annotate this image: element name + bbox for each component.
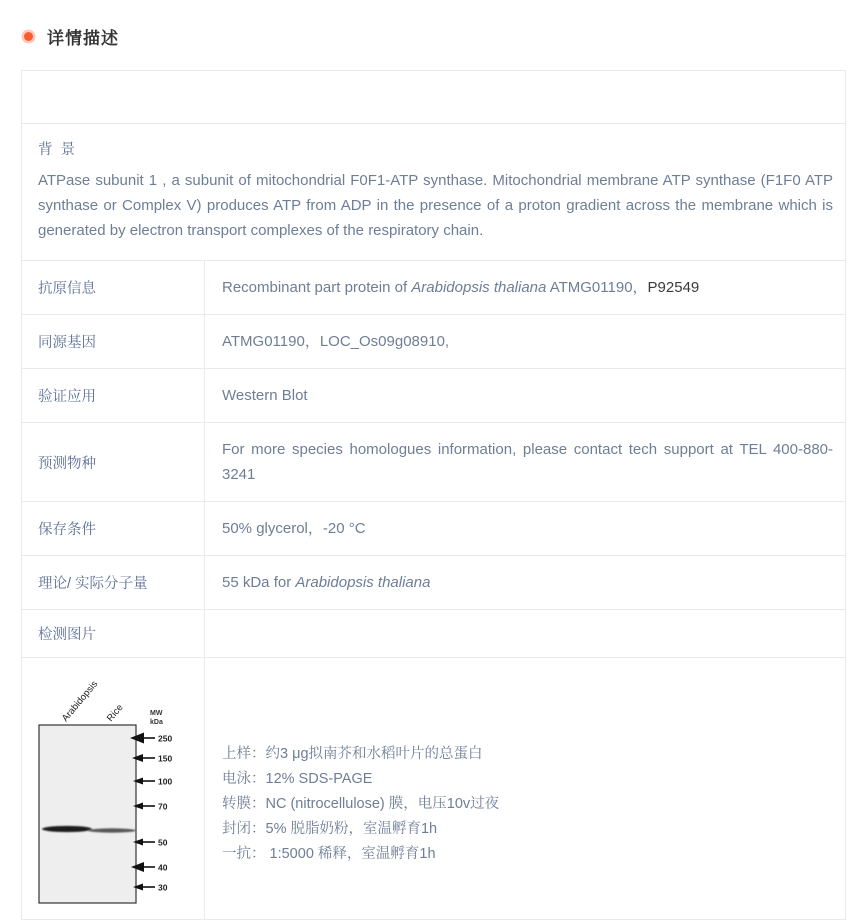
- table-row-background: [22, 123, 845, 260]
- table-row-species: [22, 422, 845, 501]
- table-row-storage: [22, 501, 845, 555]
- detection-images-value: [205, 610, 845, 657]
- table-row-western-blot: [22, 657, 845, 919]
- storage-label: 保存条件: [22, 502, 205, 555]
- storage-value: 50% glycerol，-20 °C: [222, 520, 366, 537]
- application-label: 验证应用: [22, 369, 205, 422]
- protocol-line-transfer: 转膜：NC (nitrocellulose) 膜，电压10v过夜: [222, 796, 500, 812]
- application-value: Western Blot: [222, 387, 308, 404]
- band-rice: [88, 828, 136, 832]
- mw-marker-30: 30: [158, 882, 168, 893]
- antigen-gene: ATMG01190，: [546, 279, 648, 296]
- lane-label-arabidopsis: Arabidopsis: [59, 678, 101, 724]
- mw-marker-50: 50: [158, 837, 168, 848]
- species-label: 预测物种: [22, 423, 205, 501]
- orange-bullet-icon: [24, 32, 33, 41]
- mw-species-italic: Arabidopsis thaliana: [295, 574, 431, 591]
- blot-protocol: [205, 658, 845, 919]
- antigen-value: [205, 261, 845, 314]
- section-header: [0, 0, 861, 49]
- table-row-molecular-weight: [22, 555, 845, 609]
- protocol-line-primary-antibody: 一抗： 1:5000 稀释，室温孵育1h: [222, 846, 436, 862]
- mw-label: 理论/ 实际分子量: [22, 556, 205, 609]
- mw-value: [205, 556, 845, 609]
- homolog-value: ATMG01190，LOC_Os09g08910,: [222, 333, 450, 350]
- mw-marker-40: 40: [158, 862, 168, 873]
- mw-header-line2: kDa: [150, 719, 163, 726]
- protocol-line-loading: 上样：约3 μg拟南芥和水稻叶片的总蛋白: [222, 746, 483, 762]
- western-blot-image: [22, 658, 205, 919]
- table-row-application: [22, 368, 845, 422]
- background-label: 背 景: [38, 142, 78, 158]
- table-row-homolog: [22, 314, 845, 368]
- table-row-antigen: [22, 260, 845, 314]
- mw-marker-250: 250: [158, 733, 173, 744]
- detail-table: [21, 70, 846, 920]
- mw-marker-70: 70: [158, 801, 168, 812]
- protocol-line-electrophoresis: 电泳：12% SDS-PAGE: [222, 771, 373, 787]
- antigen-accession: P92549: [647, 279, 700, 296]
- mw-header-line1: MW: [150, 710, 163, 717]
- detection-images-label: 检测图片: [22, 610, 205, 657]
- band-arabidopsis: [42, 826, 92, 832]
- antigen-species-italic: Arabidopsis thaliana: [411, 279, 547, 296]
- background-text: ATPase subunit 1 , a subunit of mitochondrial F0F1-ATP synthase. Mitochondrial membrane ATP synthase (F1F0 ATP synthase or Complex V) produces ATP from ADP in the presence of a proton gradient across the membrane which is generated by electron transport complexes of the respiratory chain.: [38, 172, 833, 239]
- antigen-text: Recombinant part protein of: [222, 279, 412, 296]
- gel-membrane: [39, 725, 136, 903]
- section-title: 详情描述: [47, 29, 119, 48]
- lane-label-rice: Rice: [104, 702, 126, 724]
- table-row-empty: [22, 71, 845, 123]
- homolog-label: 同源基因: [22, 315, 205, 368]
- mw-text: 55 kDa for: [222, 574, 296, 591]
- antigen-label: 抗原信息: [22, 261, 205, 314]
- mw-marker-100: 100: [158, 776, 173, 787]
- mw-marker-150: 150: [158, 753, 173, 764]
- western-blot-figure: [22, 658, 205, 919]
- species-value: For more species homologues information, please contact tech support at TEL 400-880-3241: [222, 441, 833, 483]
- table-row-detection-images: [22, 609, 845, 657]
- protocol-line-blocking: 封闭：5% 脱脂奶粉，室温孵育1h: [222, 821, 438, 837]
